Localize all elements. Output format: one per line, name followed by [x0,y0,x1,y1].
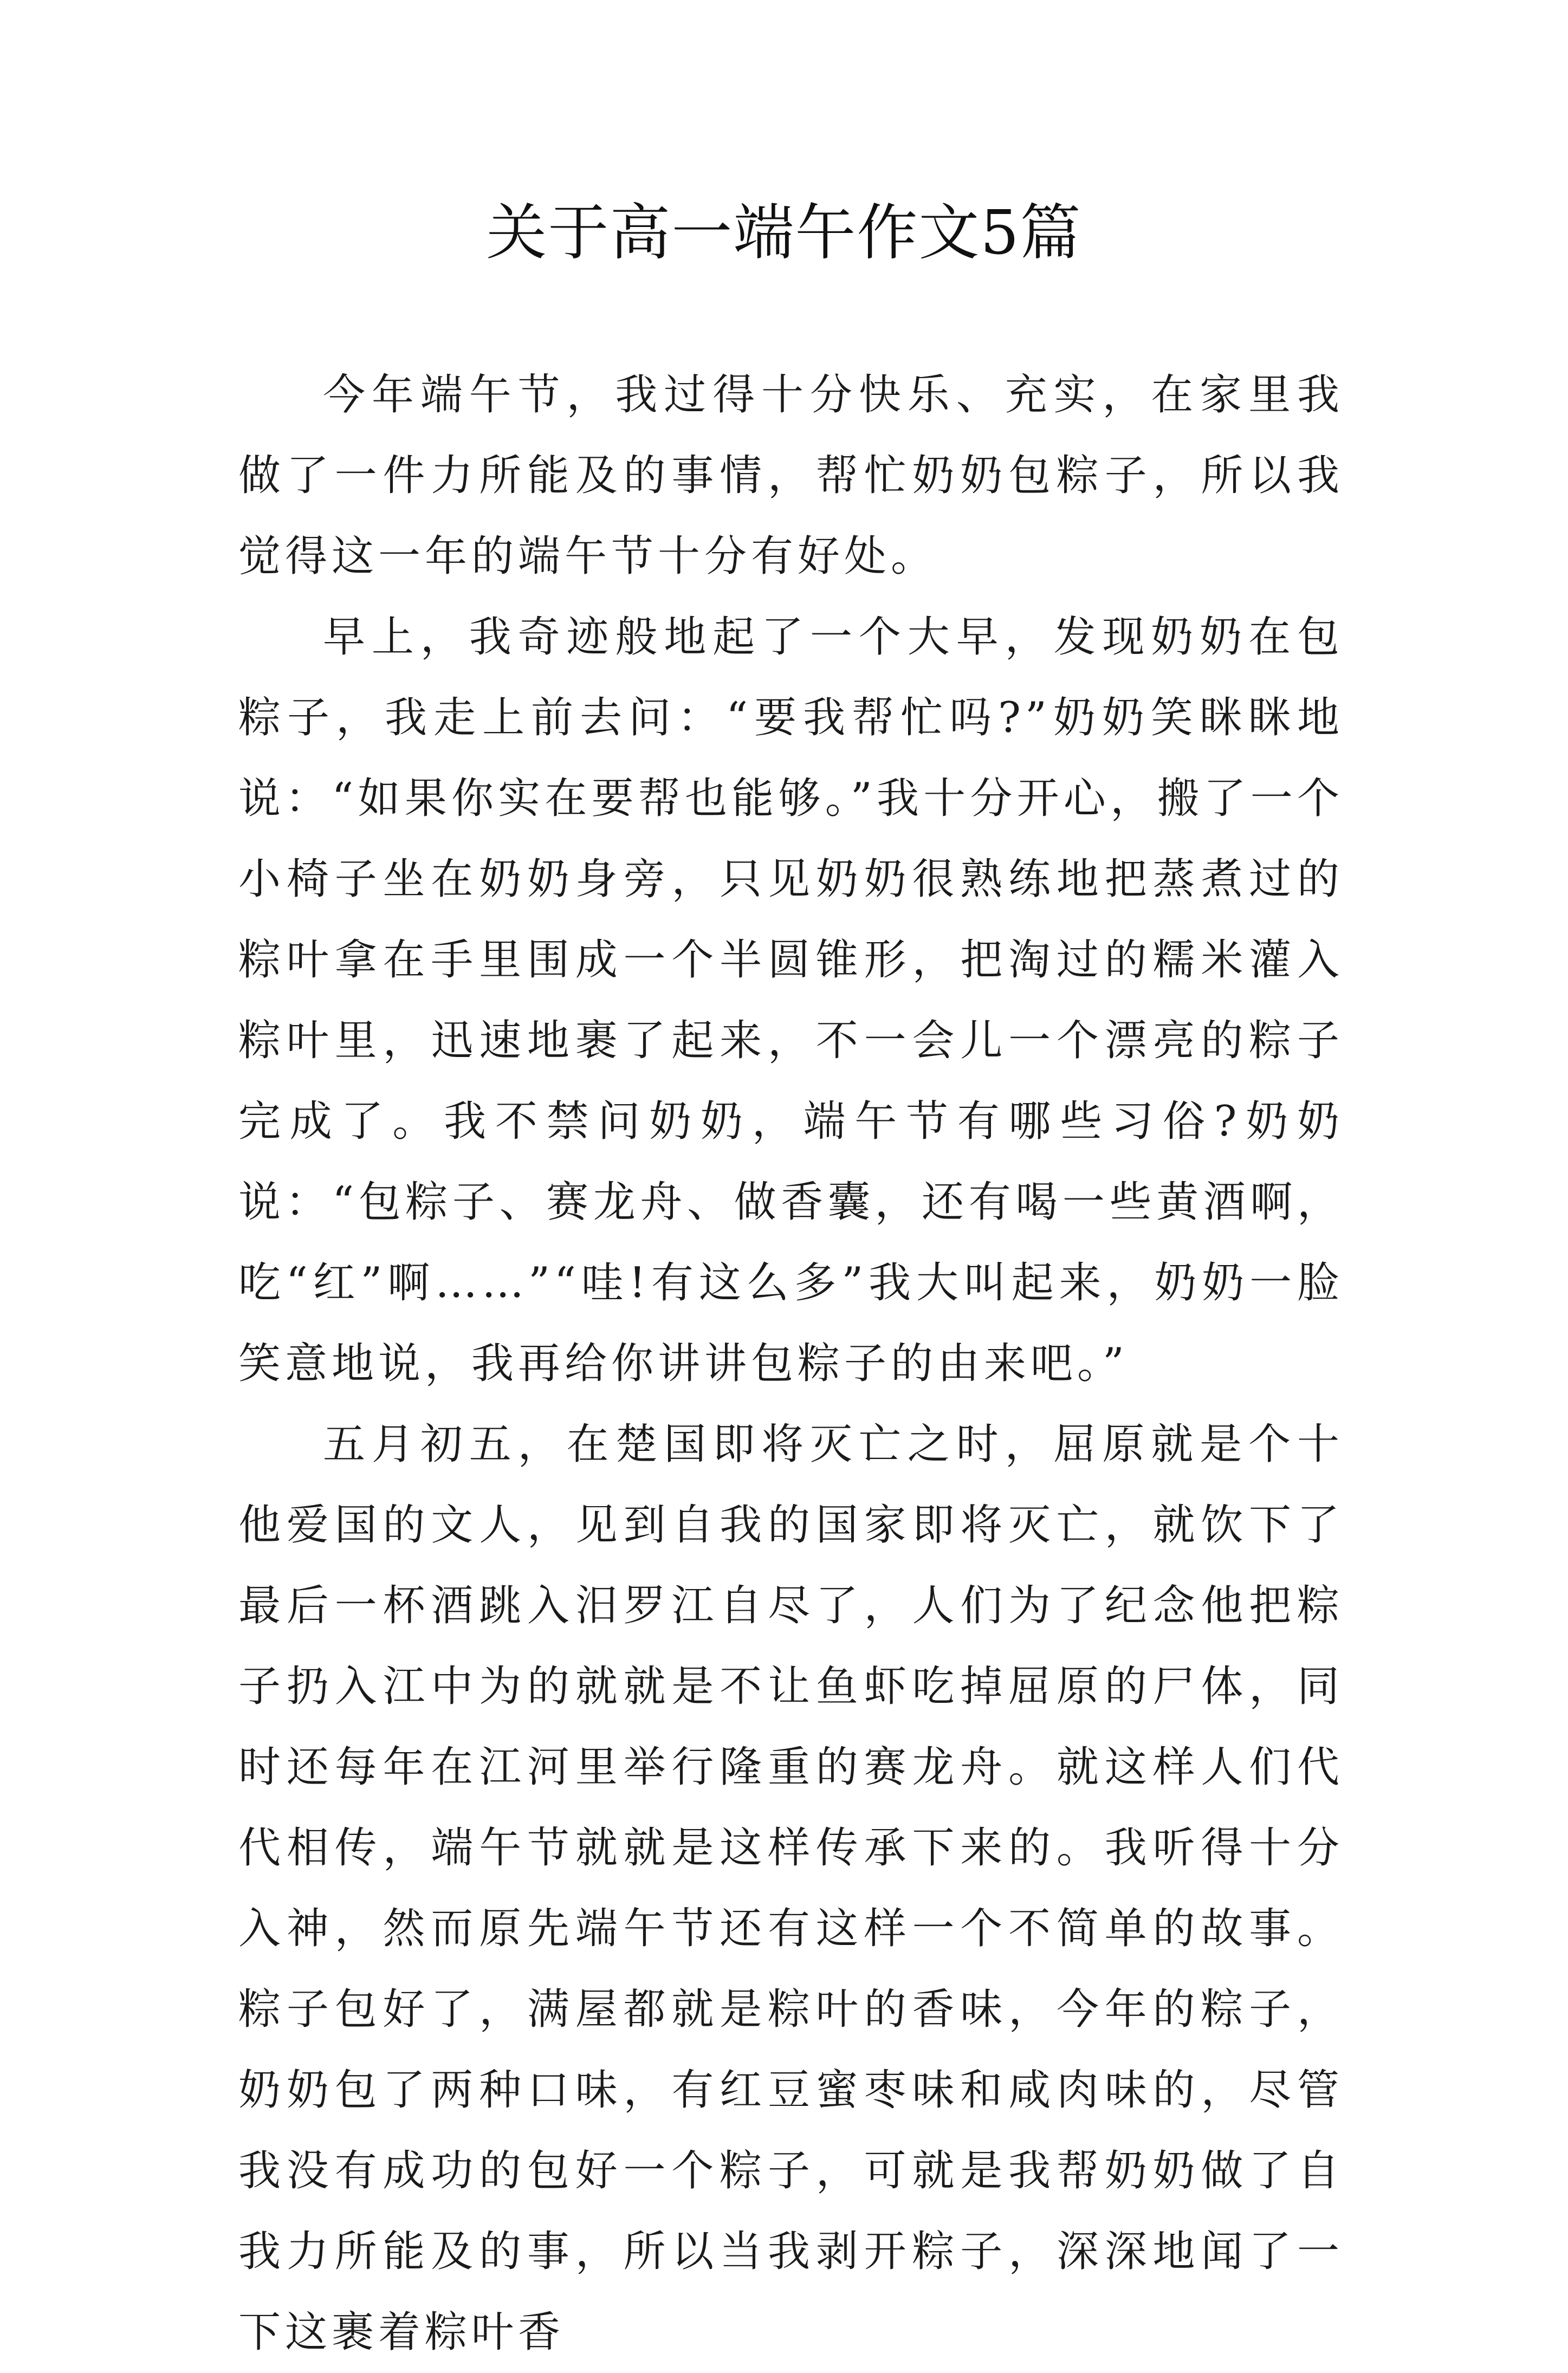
paragraph-2: 早上，我奇迹般地起了一个大早，发现奶奶在包粽子，我走上前去问：“要我帮忙吗?”奶奶笑眯眯地说：“如果你实在要帮也能够。”我十分开心，搬了一个小椅子坐在奶奶身旁，只见奶奶很熟练地把蒸煮过的粽叶拿在手里围成一个半圆锥形，把淘过的糯米灌入粽叶里，迅速地裹了起来，不一会儿一个漂亮的粽子完成了。我不禁问奶奶，端午节有哪些习俗?奶奶说：“包粽子、赛龙舟、做香囊，还有喝一些黄酒啊，吃“红”啊……”“哇!有这么多”我大叫起来，奶奶一脸笑意地说，我再给你讲讲包粽子的由来吧。” [238,613,1344,1388]
paragraph-3: 五月初五，在楚国即将灭亡之时，屈原就是个十他爱国的文人，见到自我的国家即将灭亡，就饮下了最后一杯酒跳入汨罗江自尽了，人们为了纪念他把粽子扔入江中为的就就是不让鱼虾吃掉屈原的尸体，同时还每年在江河里举行隆重的赛龙舟。就这样人们代代相传，端午节就就是这样传承下来的。我听得十分入神，然而原先端午节还有这样一个不简单的故事。粽子包好了，满屋都就是粽叶的香味，今年的粽子，奶奶包了两种口味，有红豆蜜枣味和咸肉味的，尽管我没有成功的包好一个粽子，可就是我帮奶奶做了自我力所能及的事，所以当我剥开粽子，深深地闻了一下这裹着粽叶香 [238,1420,1344,2357]
document-title: 关于高一端午作文5篇 [486,198,1082,268]
paragraph-1: 今年端午节，我过得十分快乐、充实，在家里我做了一件力所能及的事情，帮忙奶奶包粽子，所以我觉得这一年的端午节十分有好处。 [238,371,1344,581]
document-body [238,355,1344,2373]
